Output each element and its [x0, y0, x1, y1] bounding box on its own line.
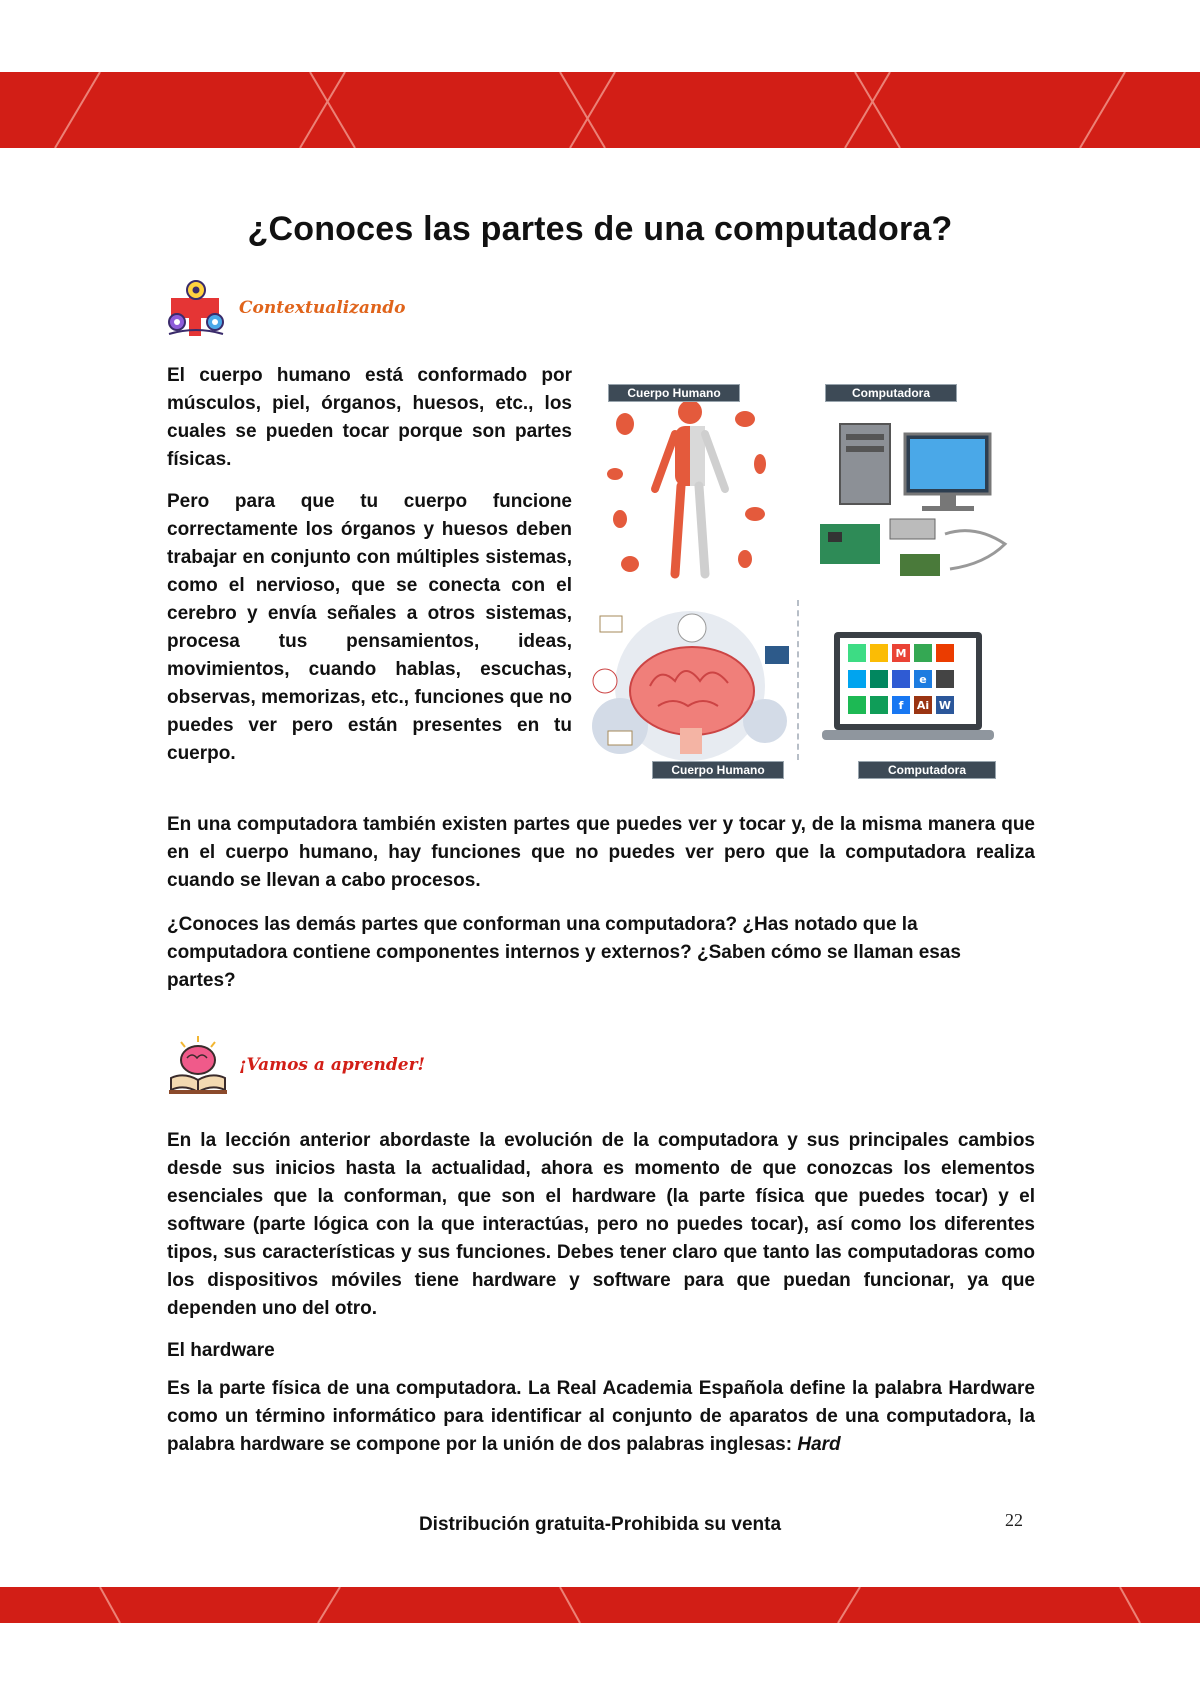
body-computer-illustration — [580, 376, 1030, 796]
footer-distribution-note: Distribución gratuita-Prohibida su venta — [418, 1514, 782, 1535]
page-title: ¿Conoces las partes de una computadora? — [247, 210, 953, 248]
page-number: 22 — [1005, 1510, 1023, 1530]
footer-band — [0, 1587, 1200, 1623]
paragraph-preguntas: ¿Conoces las demás partes que conforman una computadora? ¿Has notado que la computadora contiene componentes internos y externos? ¿Saben cómo se llaman esas partes? — [167, 914, 961, 991]
label-cuerpo-humano-bottom: Cuerpo Humano — [652, 761, 784, 779]
footer-band-pattern — [0, 1587, 1200, 1623]
laptop-apps-image — [818, 630, 998, 750]
app-glyph-edge: e — [919, 673, 927, 686]
paragraph-sistemas: Pero para que tu cuerpo funcione correctamente los órganos y huesos deben trabajar en conjunto con múltiples sistemas, como el nervioso, que se conecta con el cerebro y envía señales a otros sistemas, procesa tus pensamientos, ideas, movimientos, cuando hablas, escuchas, observas, memorizas, etc., funciones que no puedes ver pero están presentes en tu cuerpo. — [167, 491, 572, 764]
heading-el-hardware: El hardware — [167, 1340, 275, 1361]
header-band-pattern — [0, 72, 1200, 148]
computer-hardware-image — [810, 394, 1020, 594]
brain-book-icon — [167, 1034, 229, 1096]
paragraph-cuerpo-humano: El cuerpo humano está conformado por músculos, piel, órganos, huesos, etc., los cuales se pueden tocar porque son partes físicas. — [167, 365, 572, 470]
app-glyph-word: W — [938, 699, 952, 712]
app-glyph-gmail: M — [895, 647, 907, 660]
paragraph-funciones-computadora: En una computadora también existen partes que puedes ver y tocar y, de la misma manera que en el cuerpo humano, hay funciones que no puedes ver pero que la computadora realiza cuando se llevan a cabo procesos. — [167, 814, 1035, 891]
brain-gears-image — [580, 606, 800, 766]
header-band — [0, 72, 1200, 148]
label-cuerpo-humano-top: Cuerpo Humano — [608, 384, 740, 402]
section-contextualizando — [163, 276, 405, 340]
section-label-contextualizando: Contextualizando — [239, 298, 406, 318]
section-vamos-a-aprender — [167, 1034, 425, 1096]
label-computadora-top: Computadora — [825, 384, 957, 402]
human-body-image — [595, 394, 785, 594]
label-computadora-bottom: Computadora — [858, 761, 996, 779]
definicion-hardware-italic: Hard — [797, 1434, 841, 1455]
definicion-hardware-text: Es la parte física de una computadora. La Real Academia Española define la palabra Hardware como un término informático para identificar al conjunto de aparatos de una computadora, la palabra hardware se compone por la unión de dos palabras inglesas: — [167, 1378, 1035, 1455]
app-glyph-illustrator: Ai — [916, 699, 930, 712]
paragraph-leccion-anterior: En la lección anterior abordaste la evolución de la computadora y sus principales cambios desde sus inicios hasta la actualidad, ahora es momento de que conozcas los elementos esenciales que la conforman, que son el hardware (la parte física que puedes tocar) y el software (parte lógica con la que interactúas, pero no puedes tocar), así como los diferentes tipos, sus características y sus funciones. Debes tener claro que tanto las computadoras como los dispositivos móviles tiene hardware y software para que puedan funcionar, ya que dependen uno del otro. — [167, 1130, 1035, 1319]
paragraph-definicion-hardware — [167, 1375, 1035, 1459]
figure-divider — [797, 600, 799, 760]
map-pins-icon — [163, 276, 229, 340]
app-glyph-facebook: f — [898, 699, 904, 712]
section-label-vamos-a-aprender: ¡Vamos a aprender! — [239, 1055, 426, 1075]
